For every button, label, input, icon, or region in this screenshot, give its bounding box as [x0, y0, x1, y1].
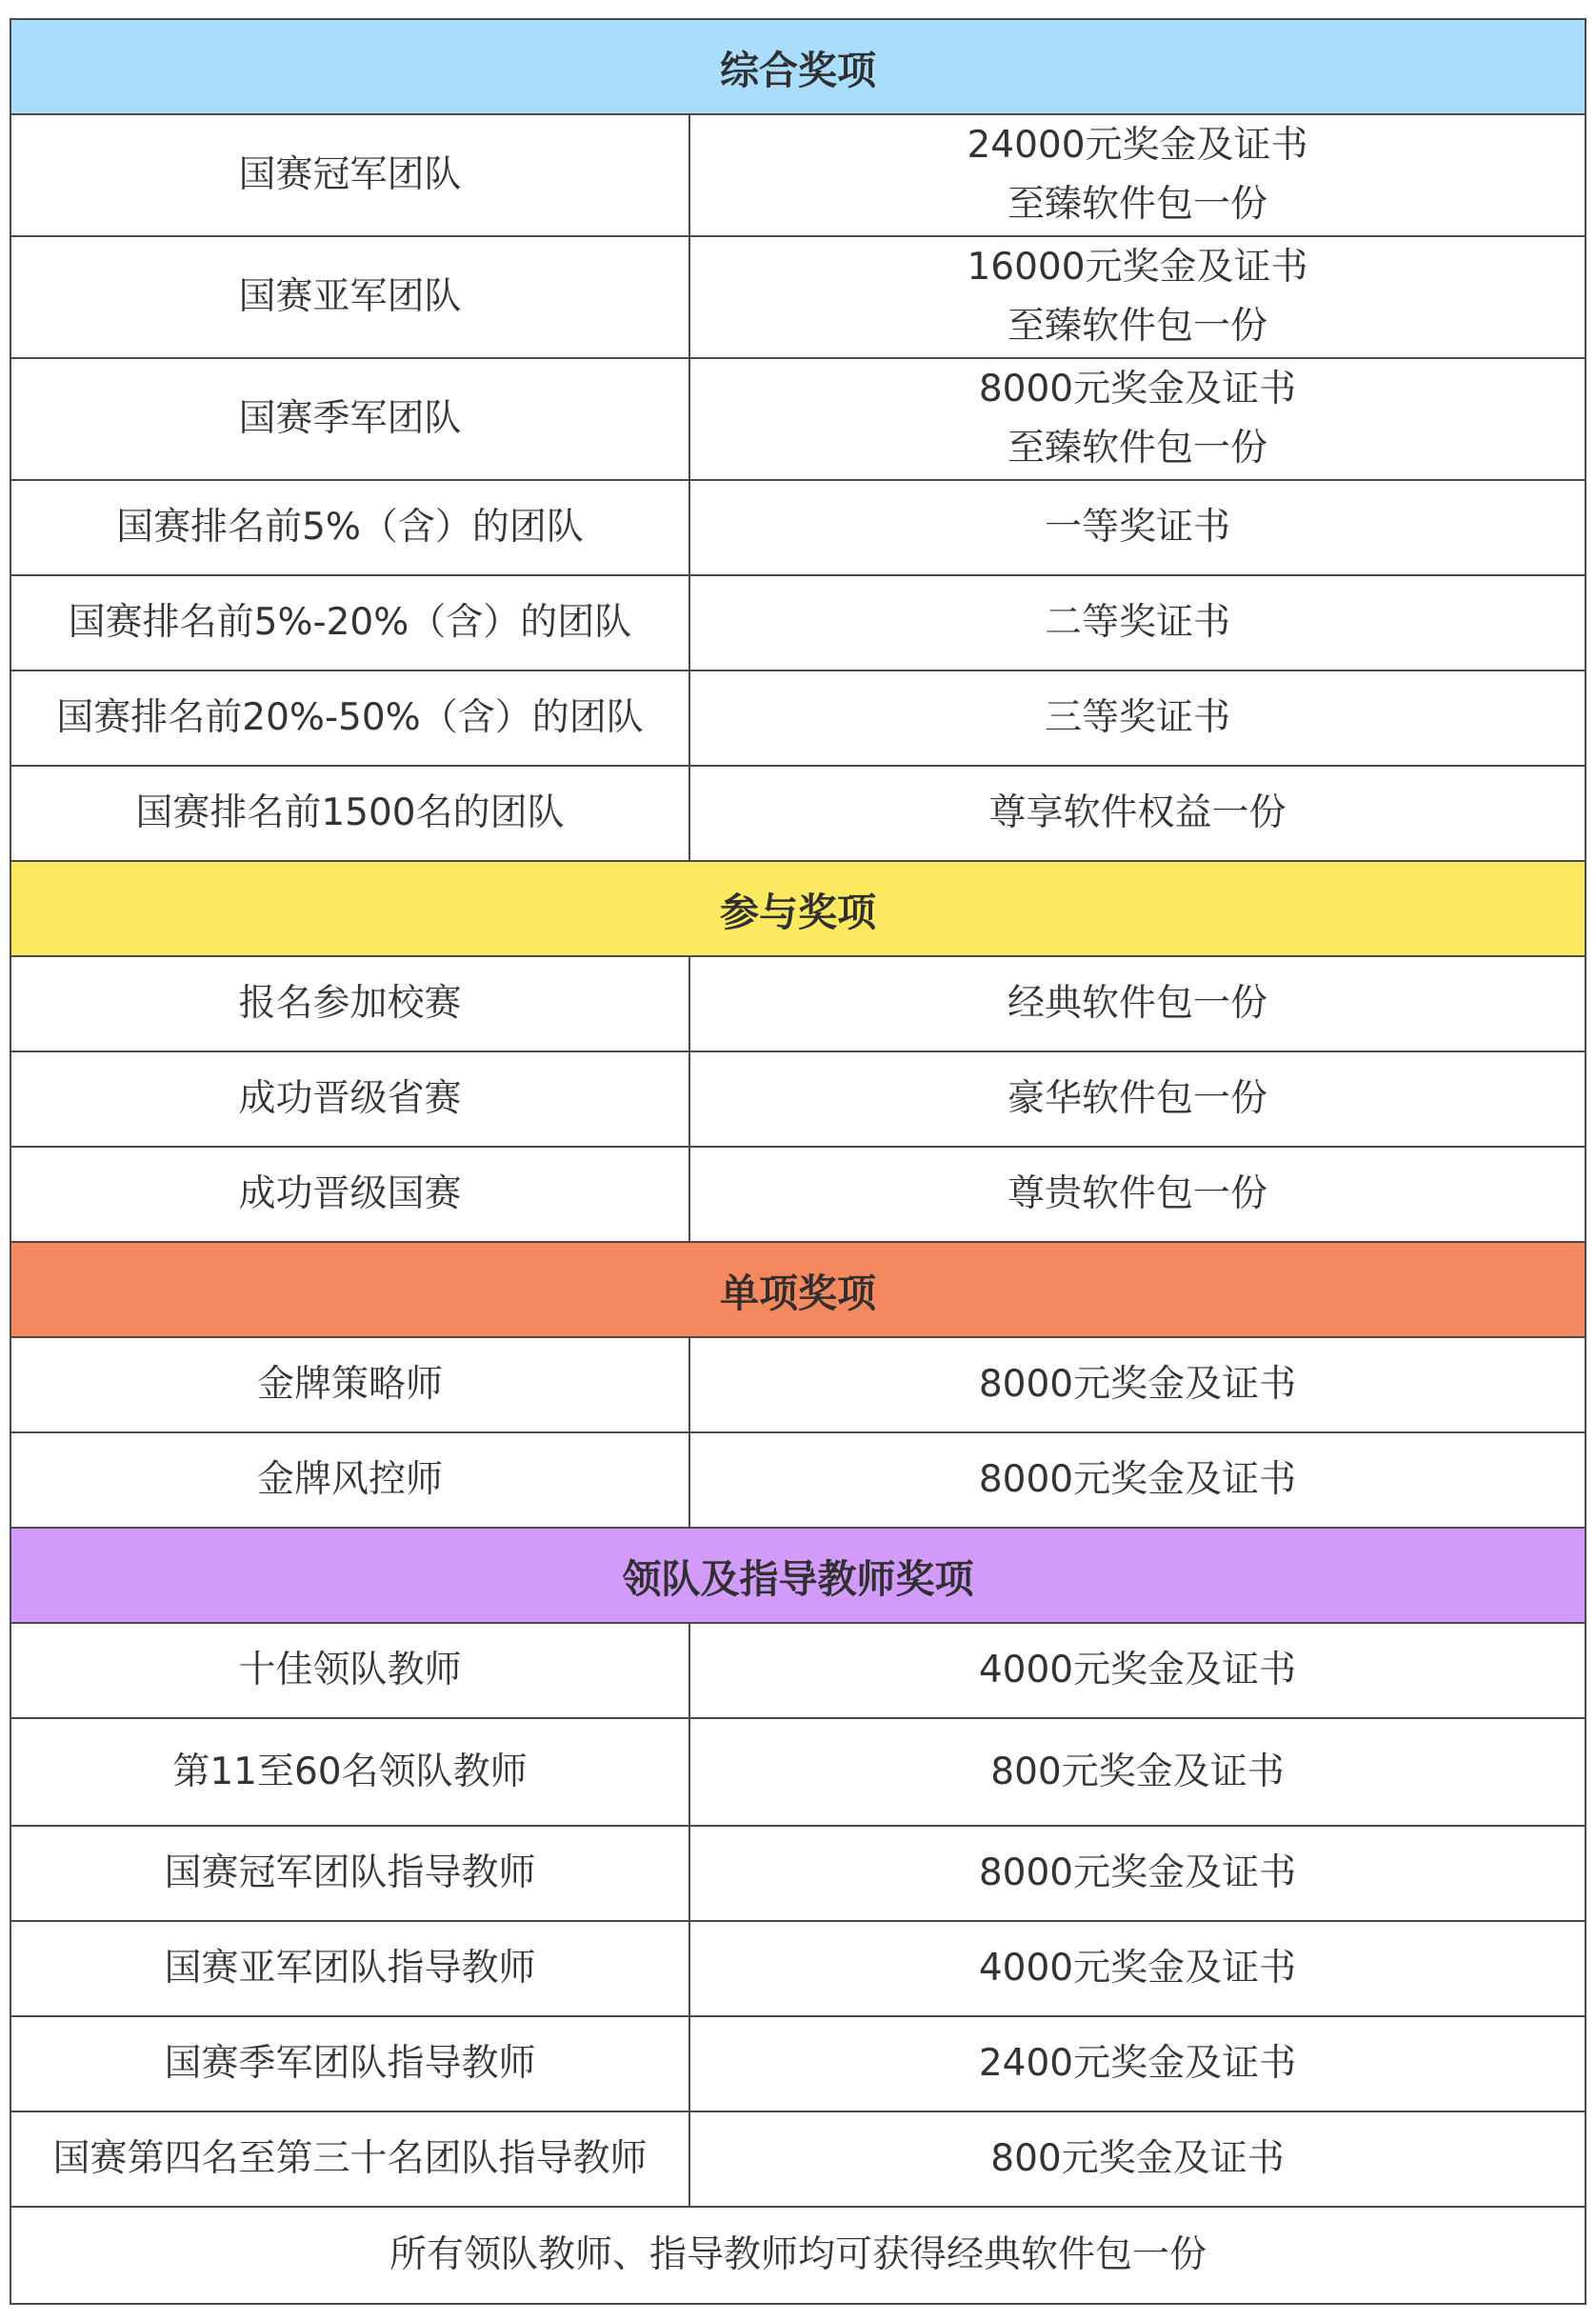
award-name: 国赛排名前1500名的团队	[135, 791, 565, 834]
prize-line: 8000元奖金及证书	[978, 1851, 1297, 1894]
prize-line: 8000元奖金及证书	[978, 1363, 1297, 1406]
table-row	[11, 576, 1585, 671]
award-name: 成功晋级省赛	[238, 1077, 462, 1120]
award-name-cell	[11, 767, 690, 860]
section-title: 参与奖项	[720, 889, 876, 935]
prize-cell	[690, 1433, 1585, 1527]
prize-line: 至臻软件包一份	[1007, 305, 1267, 348]
prize-line: 800元奖金及证书	[990, 1750, 1285, 1793]
prize-line: 4000元奖金及证书	[978, 1947, 1297, 1990]
section-title: 综合奖项	[720, 47, 876, 93]
table-row	[11, 1338, 1585, 1433]
section-title: 领队及指导教师奖项	[622, 1555, 974, 1602]
table-row-footer	[11, 2208, 1585, 2303]
award-name: 报名参加校赛	[238, 982, 462, 1025]
prize-cell	[690, 1148, 1585, 1241]
award-name-cell	[11, 115, 690, 235]
prize-cell	[690, 1338, 1585, 1431]
table-row	[11, 767, 1585, 862]
award-name-cell	[11, 1624, 690, 1717]
prize-cell	[690, 767, 1585, 860]
award-name: 金牌策略师	[256, 1363, 443, 1406]
prize-cell	[690, 115, 1585, 235]
award-name: 成功晋级国赛	[238, 1172, 462, 1215]
section-header-comprehensive	[11, 20, 1585, 115]
table-row	[11, 1433, 1585, 1529]
prize-cell	[690, 957, 1585, 1050]
award-name-cell	[11, 359, 690, 479]
award-name: 金牌风控师	[256, 1458, 443, 1501]
award-name-cell	[11, 1433, 690, 1527]
footer-note-cell	[11, 2208, 1585, 2303]
prize-cell	[690, 671, 1585, 765]
prize-line: 豪华软件包一份	[1007, 1077, 1267, 1120]
footer-note: 所有领队教师、指导教师均可获得经典软件包一份	[389, 2233, 1207, 2276]
prize-line: 8000元奖金及证书	[978, 1458, 1297, 1501]
section-title: 单项奖项	[720, 1270, 876, 1316]
award-name-cell	[11, 481, 690, 574]
award-name-cell	[11, 1338, 690, 1431]
table-row	[11, 2112, 1585, 2208]
table-row	[11, 1148, 1585, 1243]
prize-line: 一等奖证书	[1044, 506, 1230, 549]
award-name: 国赛排名前5%-20%（含）的团队	[68, 601, 632, 644]
table-row	[11, 1922, 1585, 2017]
prize-line: 二等奖证书	[1044, 601, 1230, 644]
table-row	[11, 115, 1585, 237]
award-name-cell	[11, 576, 690, 670]
table-row	[11, 481, 1585, 576]
award-name: 国赛冠军团队	[238, 153, 462, 196]
prize-line: 16000元奖金及证书	[967, 246, 1308, 289]
award-name-cell	[11, 2017, 690, 2111]
prize-line: 至臻软件包一份	[1007, 427, 1267, 470]
award-name: 国赛排名前20%-50%（含）的团队	[56, 696, 644, 739]
award-name: 国赛排名前5%（含）的团队	[116, 506, 584, 549]
table-row	[11, 359, 1585, 481]
prize-line: 三等奖证书	[1044, 696, 1230, 739]
prize-line: 8000元奖金及证书	[978, 368, 1297, 410]
award-name-cell	[11, 1922, 690, 2015]
award-name: 国赛亚军团队	[238, 275, 462, 318]
prize-cell	[690, 481, 1585, 574]
award-name: 国赛季军团队	[238, 397, 462, 440]
prize-cell	[690, 1624, 1585, 1717]
prize-cell	[690, 2112, 1585, 2206]
table-row	[11, 1719, 1585, 1827]
award-name: 十佳领队教师	[238, 1649, 462, 1691]
section-header-individual	[11, 1243, 1585, 1338]
award-name: 国赛季军团队指导教师	[164, 2042, 536, 2085]
prize-line: 至臻软件包一份	[1007, 183, 1267, 226]
table-row	[11, 1827, 1585, 1922]
award-name-cell	[11, 1827, 690, 1920]
prize-cell	[690, 1719, 1585, 1825]
award-name: 第11至60名领队教师	[172, 1750, 528, 1793]
prize-cell	[690, 1052, 1585, 1146]
table-row	[11, 1624, 1585, 1719]
award-name-cell	[11, 2112, 690, 2206]
table-row	[11, 237, 1585, 359]
prize-cell	[690, 237, 1585, 357]
award-name-cell	[11, 1148, 690, 1241]
prize-line: 4000元奖金及证书	[978, 1649, 1297, 1691]
award-name-cell	[11, 1052, 690, 1146]
prize-line: 800元奖金及证书	[990, 2137, 1285, 2180]
section-header-participation	[11, 862, 1585, 957]
prize-cell	[690, 359, 1585, 479]
award-name: 国赛亚军团队指导教师	[164, 1947, 536, 1990]
prize-line: 2400元奖金及证书	[978, 2042, 1297, 2085]
section-header-teachers	[11, 1529, 1585, 1624]
prize-line: 经典软件包一份	[1007, 982, 1267, 1025]
award-name-cell	[11, 671, 690, 765]
prize-cell	[690, 576, 1585, 670]
table-row	[11, 957, 1585, 1052]
award-name: 国赛第四名至第三十名团队指导教师	[52, 2137, 648, 2180]
award-name-cell	[11, 1719, 690, 1825]
table-row	[11, 2017, 1585, 2112]
award-name: 国赛冠军团队指导教师	[164, 1851, 536, 1894]
prize-line: 尊享软件权益一份	[988, 791, 1287, 834]
prize-line: 尊贵软件包一份	[1007, 1172, 1267, 1215]
awards-table	[10, 18, 1586, 2305]
prize-cell	[690, 1827, 1585, 1920]
award-name-cell	[11, 237, 690, 357]
award-name-cell	[11, 957, 690, 1050]
prize-line: 24000元奖金及证书	[967, 124, 1308, 167]
prize-cell	[690, 1922, 1585, 2015]
table-row	[11, 1052, 1585, 1148]
prize-cell	[690, 2017, 1585, 2111]
table-row	[11, 671, 1585, 767]
